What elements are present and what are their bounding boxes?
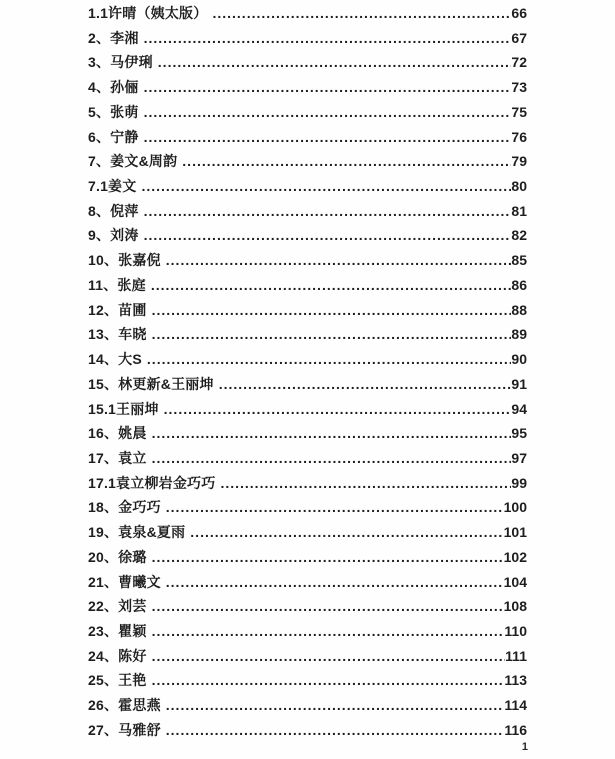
toc-page-number: 76 xyxy=(511,128,527,145)
toc-entry xyxy=(88,421,527,446)
toc-page-number: 113 xyxy=(504,672,527,689)
toc-entry-label: 27、马雅舒 xyxy=(88,721,161,738)
toc-entry-label: 7、姜文&周韵 xyxy=(88,153,178,170)
toc-leader-dots xyxy=(152,545,504,570)
toc-page-number: 108 xyxy=(503,598,527,615)
toc-page-number: 110 xyxy=(504,622,527,639)
toc-entry-label: 5、张萌 xyxy=(88,103,139,120)
toc-page-number: 90 xyxy=(511,351,527,368)
toc-leader-dots xyxy=(152,619,505,644)
toc-leader-dots xyxy=(152,644,506,669)
toc-entry xyxy=(88,545,527,570)
toc-leader-dots xyxy=(212,1,511,26)
toc-entry-label: 25、王艳 xyxy=(88,672,147,689)
toc-leader-dots xyxy=(147,347,512,372)
toc-page-number: 89 xyxy=(511,326,527,343)
toc-entry xyxy=(88,446,527,471)
toc-entry xyxy=(88,693,527,718)
toc-entry xyxy=(88,273,527,298)
toc-entry-label: 8、倪萍 xyxy=(88,202,139,219)
toc-leader-dots xyxy=(151,273,512,298)
toc-page-number: 97 xyxy=(511,449,527,466)
toc-leader-dots xyxy=(219,372,512,397)
toc-entry-label: 7.1姜文 xyxy=(88,178,137,195)
toc-page-number: 73 xyxy=(511,79,527,96)
toc-page-number: 114 xyxy=(504,697,527,714)
toc-leader-dots xyxy=(144,199,512,224)
toc-leader-dots xyxy=(144,75,512,100)
toc-entry-label: 15.1王丽坤 xyxy=(88,400,159,417)
toc-entry-label: 16、姚晨 xyxy=(88,425,147,442)
toc-entry xyxy=(88,594,527,619)
toc-entry xyxy=(88,668,527,693)
toc-leader-dots xyxy=(166,570,504,595)
toc-entry-label: 23、瞿颖 xyxy=(88,622,147,639)
toc-entry xyxy=(88,718,527,743)
toc-page-number: 99 xyxy=(511,474,527,491)
toc-entry-label: 22、刘芸 xyxy=(88,598,147,615)
toc-entry-label: 17.1袁立柳岩金巧巧 xyxy=(88,474,216,491)
toc-leader-dots xyxy=(152,446,512,471)
toc-entry xyxy=(88,619,527,644)
toc-entry xyxy=(88,644,527,669)
toc-leader-dots xyxy=(144,223,512,248)
toc-page-number: 80 xyxy=(511,178,527,195)
toc-leader-dots xyxy=(152,322,512,347)
toc-page-number: 94 xyxy=(511,400,527,417)
toc-leader-dots xyxy=(152,594,504,619)
toc-entry-label: 4、孙俪 xyxy=(88,79,139,96)
toc-leader-dots xyxy=(166,495,504,520)
toc-entry-label: 11、张庭 xyxy=(88,276,146,293)
toc-entry xyxy=(88,248,527,273)
toc-entry xyxy=(88,125,527,150)
toc-entry xyxy=(88,100,527,125)
toc-page-number: 101 xyxy=(503,524,527,541)
toc-page-number: 95 xyxy=(511,425,527,442)
toc-entry-label: 6、宁静 xyxy=(88,128,139,145)
toc-page-number: 100 xyxy=(503,499,527,516)
toc-entry xyxy=(88,347,527,372)
toc-entry xyxy=(88,26,527,51)
toc-entry-label: 9、刘涛 xyxy=(88,227,139,244)
toc-entry-label: 10、张嘉倪 xyxy=(88,252,161,269)
toc-page-number: 104 xyxy=(503,573,527,590)
toc-entry xyxy=(88,471,527,496)
toc-page-number: 66 xyxy=(511,5,527,21)
toc-entry-label: 12、苗圃 xyxy=(88,301,147,318)
toc-leader-dots xyxy=(141,174,511,199)
toc-page-number: 79 xyxy=(511,153,527,170)
toc-entry-label: 21、曹曦文 xyxy=(88,573,161,590)
toc-leader-dots xyxy=(220,471,511,496)
footer-page-number: 1 xyxy=(521,741,528,753)
toc-entry-label: 26、霍思燕 xyxy=(88,697,161,714)
toc-entry-label: 2、李湘 xyxy=(88,29,139,46)
toc-leader-dots xyxy=(144,125,512,150)
toc-leader-dots xyxy=(190,520,503,545)
toc-entry xyxy=(88,397,527,422)
toc-entry xyxy=(88,372,527,397)
toc-entry xyxy=(88,223,527,248)
toc-entry-label: 20、徐璐 xyxy=(88,548,147,565)
toc-entry xyxy=(88,50,527,75)
toc-entry xyxy=(88,495,527,520)
toc-page-number: 102 xyxy=(503,548,527,565)
toc-page-number: 82 xyxy=(511,227,527,244)
toc-entry xyxy=(88,199,527,224)
toc-entry xyxy=(88,75,527,100)
toc-entry xyxy=(88,322,527,347)
toc-entry xyxy=(88,149,527,174)
toc-entry xyxy=(88,174,527,199)
toc-entry xyxy=(88,520,527,545)
toc-leader-dots xyxy=(166,693,505,718)
toc-page-number: 67 xyxy=(511,29,527,46)
toc-entry-label: 14、大S xyxy=(88,351,142,368)
toc-page-number: 111 xyxy=(505,647,527,664)
toc-page-number: 88 xyxy=(511,301,527,318)
toc-entry-label: 1.1许晴（姨太版） xyxy=(88,5,208,21)
toc-entry-label: 15、林更新&王丽坤 xyxy=(88,375,214,392)
toc-leader-dots xyxy=(152,668,505,693)
toc-entry xyxy=(88,298,527,323)
toc-entry-label: 18、金巧巧 xyxy=(88,499,161,516)
toc-leader-dots xyxy=(166,718,505,743)
toc-leader-dots xyxy=(152,298,512,323)
toc-page-number: 91 xyxy=(511,375,527,392)
toc-leader-dots xyxy=(158,50,512,75)
toc-entry-label: 19、袁泉&夏雨 xyxy=(88,524,186,541)
toc-entry-label: 17、袁立 xyxy=(88,449,147,466)
toc-page-number: 85 xyxy=(511,252,527,269)
toc-page-number: 86 xyxy=(511,276,527,293)
toc-leader-dots xyxy=(152,421,512,446)
toc-leader-dots xyxy=(144,100,512,125)
toc-entry xyxy=(88,570,527,595)
toc-leader-dots xyxy=(144,26,512,51)
toc-page-number: 72 xyxy=(511,54,527,71)
toc-entry-label: 3、马伊琍 xyxy=(88,54,153,71)
toc-leader-dots xyxy=(164,397,512,422)
toc-page-number: 116 xyxy=(504,721,527,738)
toc-page-number: 75 xyxy=(511,103,527,120)
toc-page-number: 81 xyxy=(511,202,527,219)
toc-entry-label: 13、车晓 xyxy=(88,326,147,343)
toc-leader-dots xyxy=(166,248,512,273)
toc-entry xyxy=(88,1,527,26)
toc-entry-label: 24、陈好 xyxy=(88,647,147,664)
toc-leader-dots xyxy=(182,149,511,174)
